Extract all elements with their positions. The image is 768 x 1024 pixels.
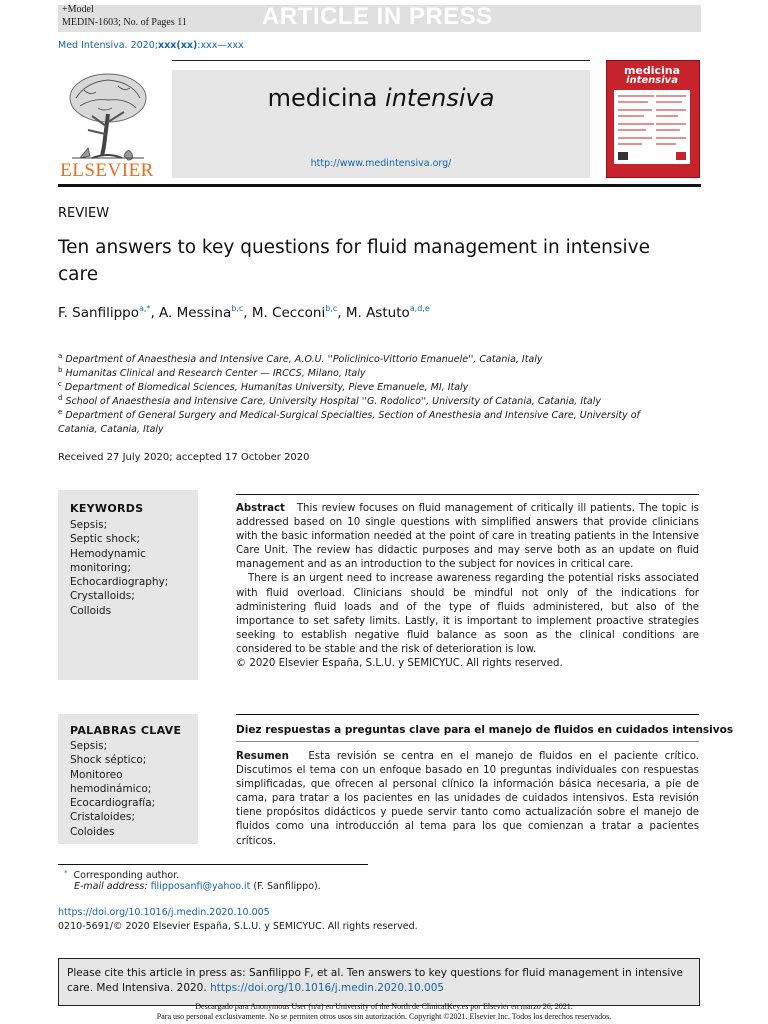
palabras-clave-list (70, 739, 155, 839)
download-notice-2: Para uso personal exclusivamente. No se permiten otros usos sin autorización. Copyright ©2021. Elsevier Inc. Todos los derechos reservados. (156, 1012, 612, 1021)
affiliation: $^e$ Department of General Surgery and Medical-Surgical Specialties, Section of Anesthesia and Intensive Care, University of Catania, Catania, Italy (58, 408, 640, 436)
abstract-spanish (236, 750, 699, 849)
banner-top-rule (172, 60, 590, 61)
author-name: M. Astuto (345, 305, 410, 321)
author-name: F. Sanfilippo (58, 305, 139, 321)
citation-text: Please cite this article in press as: Sanfilippo F, et al. Ten answers to key questions for fluid management in intensive care. Med Intensiva. 2020. https://doi.org/10.1016/j.medin.2020.10.005 (67, 967, 683, 994)
keyword: Monitoreo (70, 768, 123, 781)
abstract-english (236, 502, 699, 671)
author-affiliation-link[interactable]: b,c (231, 304, 244, 313)
author-list: F. Sanfilippo$^{a,*}$, A. Messina$^{b,c}$, M. Cecconi$^{b,c}$, M. Astuto$^{a,d,e}$ (58, 304, 430, 321)
palabras-clave-heading: PALABRAS CLAVE (70, 724, 182, 737)
keyword: Cristaloides; (70, 811, 135, 824)
cover-contents-graphic (614, 90, 690, 164)
journal-name: medicina intensiva (267, 84, 495, 112)
header-divider (58, 184, 701, 187)
author-affiliation-link[interactable]: a,* (138, 304, 151, 313)
affiliation: $^b$ Humanitas Clinical and Research Center — IRCCS, Milano, Italy (58, 366, 366, 380)
resumen-paragraph: Esta revisión se centra en el manejo de fluidos en el paciente crítico. Discutimos el tema con un enfoque basado en 10 preguntas individuales con respuestas simplificadas, que ofrecen al personal clínico la información básica necesaria, a pie de cama, para tratar a los pacientes en las unidades de cuidados intensivos. Esta revisión tiene propósitos didácticos y puede servir tanto como actualización sobre el manejo de fluidos como una introducción al tema para los que comienzan a tratar a pacientes críticos. (236, 751, 699, 847)
keywords-list (70, 518, 168, 618)
cover-title-line-1: medicina (623, 64, 681, 77)
download-notice-1: Descargado para Anonymous User (n/a) en University of the North de ClinicalKey.es por Elsevier en marzo 26, 2021. (195, 1002, 573, 1011)
journal-url-link[interactable]: http://www.medintensiva.org/ (310, 158, 452, 169)
issn-copyright: 0210-5691/© 2020 Elsevier España, S.L.U. y SEMICYUC. All rights reserved. (58, 921, 418, 932)
keyword: monitoring; (70, 561, 131, 574)
resumen-label: Resumen (236, 751, 289, 762)
keyword: Shock séptico; (70, 754, 147, 767)
article-type: REVIEW (58, 206, 110, 221)
keyword: Colloids (70, 604, 112, 617)
keyword: Coloides (70, 825, 115, 838)
keyword: Crystalloids; (70, 590, 135, 603)
article-in-press-label: ARTICLE IN PRESS (262, 3, 493, 30)
journal-reference: Med Intensiva. 2020;xxx(xx):xxx—xxx (58, 40, 244, 51)
corresponding-author-note: * Corresponding author. (64, 869, 180, 881)
keyword: Septic shock; (70, 533, 140, 546)
abstract-label: Abstract (236, 503, 285, 514)
resumen-top-rule (236, 714, 699, 715)
keyword: Sepsis; (70, 740, 108, 752)
keyword: Sepsis; (70, 519, 108, 531)
cover-title-line-2: intensiva (626, 75, 678, 86)
palabras-clave-box (58, 714, 198, 844)
footnote-rule (58, 864, 368, 865)
author-name: A. Messina (159, 305, 232, 321)
affiliation: $^d$ School of Anaesthesia and Intensive Care, University Hospital ''G. Rodolico'', University of Catania, Catania, Italy (58, 394, 601, 408)
email-link[interactable]: filipposanfi@yahoo.it (150, 881, 251, 892)
abstract-paragraph: There is an urgent need to increase awareness regarding the potential risks associated with fluid overload. Clinicians should be mindful not only of the indications for administering fluid loads and of the type of fluids administered, but also of the importance to set safety limits. Lastly, it is important to implement proactive strategies seeking to establish negative fluid balance as soon as the clinical conditions are considered to be stable and the risk of deterioration is low. (236, 573, 699, 655)
keyword: Ecocardiografía; (70, 797, 156, 810)
abstract-paragraph: This review focuses on fluid management of critically ill patients. The topic is addressed based on 10 single questions with simplified answers that provide clinicians with the basic information needed at the point of care in treating patients in the Intensive Care Unit. The review has didactic purposes and may serve both as an update on fluid management and as an introduction to the subject for novices in critical care. (236, 503, 699, 571)
author-affiliation-link[interactable]: b,c (325, 304, 338, 313)
doi-link[interactable]: https://doi.org/10.1016/j.medin.2020.10.005 (58, 907, 270, 918)
author-affiliation-link[interactable]: a,d,e (409, 304, 430, 313)
keyword: hemodinámico; (70, 782, 152, 795)
resumen-title-rule (236, 741, 699, 742)
email-note: E-mail address: filipposanfi@yahoo.it (F. Sanfilippo). (74, 881, 321, 892)
keywords-heading: KEYWORDS (70, 502, 144, 515)
keywords-box (58, 490, 198, 680)
keyword: Echocardiography; (70, 576, 169, 589)
manuscript-id: MEDIN-1603; No. of Pages 11 (62, 17, 187, 28)
publisher-wordmark: ELSEVIER (60, 160, 154, 181)
author-name: M. Cecconi (251, 305, 326, 321)
article-title: Ten answers to key questions for fluid management in intensive care (58, 237, 650, 285)
keyword: Hemodynamic (70, 547, 146, 560)
affiliation: $^c$ Department of Biomedical Sciences, Humanitas University, Pieve Emanuele, MI, Italy (58, 380, 469, 394)
spanish-title: Diez respuestas a preguntas clave para el manejo de fluidos en cuidados intensivos (236, 724, 734, 736)
received-dates: Received 27 July 2020; accepted 17 October 2020 (58, 452, 310, 463)
model-label: +Model (62, 4, 94, 15)
abstract-top-rule (236, 494, 699, 495)
citation-doi-link[interactable]: https://doi.org/10.1016/j.medin.2020.10.005 (210, 981, 445, 994)
abstract-copyright: © 2020 Elsevier España, S.L.U. y SEMICYUC. All rights reserved. (236, 658, 563, 670)
affiliation: $^a$ Department of Anaesthesia and Intensive Care, A.O.U. ''Policlinico-Vittorio Emanuele'', Catania, Italy (58, 352, 543, 366)
